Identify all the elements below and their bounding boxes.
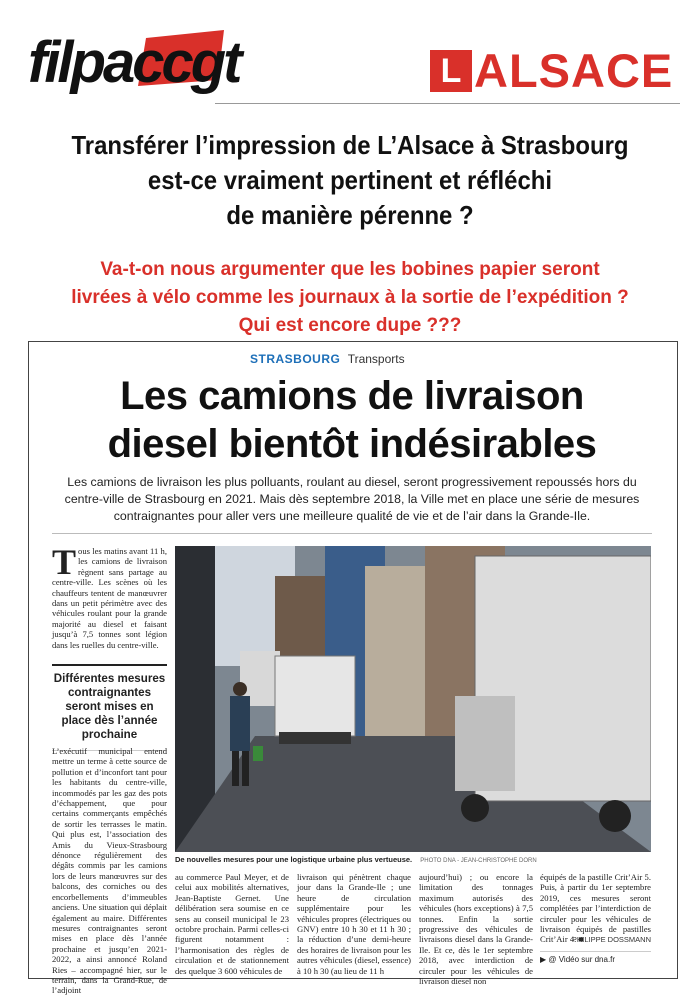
- article-category: Transports: [347, 352, 405, 366]
- subhead-line-1: Va-t-on nous argumenter que les bobines papier seront: [100, 259, 600, 280]
- article-column-1: L’exécutif municipal entend mettre un terme à cette source de pollution et d’inconfort tant pour les habitants du centre-ville, incommodés par les gaz des pots d’échappement, que pour certains commerçants empêchés de sortir les terrasses le matin. Qui plus est, l’association des Amis du Vieux-Strasbourg dénonce régulièrement des dégâts commis par les camions lors de leurs manœuvres sur des balcons, des corniches ou des encorbellements d’immeubles anciens. Une situation qui déplait également au maire. Différentes mesures contraignantes seront mises en place dès l’année prochaine et jusqu’en 2021-2022, a ainsi annoncé Roland Ries – accompagné hier, sur le terrain, dans la Grand-Rue, de l’adjoint: [52, 746, 167, 996]
- article-kicker: [250, 352, 550, 366]
- article-photo: [175, 546, 651, 852]
- article-title-line-2: diesel bientôt indésirables: [107, 422, 597, 466]
- header-rule: [215, 103, 680, 104]
- video-link-label: Vidéo sur dna.fr: [558, 955, 616, 964]
- filpac-logo-text: filpaccgt: [28, 30, 240, 95]
- filpac-cgt-logo: [28, 24, 240, 106]
- video-link[interactable]: [540, 951, 651, 964]
- headline-line-1: Transférer l’impression de L’Alsace à Strasbourg: [71, 130, 629, 160]
- article-signature: PHILIPPE DOSSMANN: [571, 935, 651, 944]
- article-title-line-1: Les camions de livraison: [120, 374, 584, 418]
- photo-credit: PHOTO DNA - JEAN-CHRISTOPHE DORN: [420, 858, 537, 864]
- subhead-line-3: Qui est encore dupe ???: [238, 315, 462, 336]
- headline-line-3: de manière pérenne ?: [226, 200, 474, 230]
- article-intertitle-box: [52, 664, 167, 751]
- article-column-4: aujourd’hui) ; ou encore la limitation des tonnages maximum autorisés des véhicules (hors exceptions) à 7,5 tonnes. Enfin la sortie progressive des véhicules de livraisons diesel dans la Grande-Ile. Et ce, dès le 1er septembre 2018, avec interdiction de circuler pour les véhicules de livraison diesel non: [419, 872, 533, 987]
- article-column-2: au commerce Paul Meyer, et de celui aux mobilités alternatives, Jean-Baptiste Gernet. Une délibération sera soumise en ce sens au conseil municipal le 23 octobre prochain. Parmi celles-ci figurent notamment : l’harmonisation des règles de circulation et de stationnement des quelque 3 600 véhicules de: [175, 872, 289, 976]
- article-divider: [52, 533, 652, 534]
- article-column-5: équipés de la pastille Crit’Air 5. Puis, à partir du 1er septembre 2019, ces mesures seront complétées par l’interdiction de circuler pour les véhicules de livraison équipés de pastilles Crit’Air 4. ■: [540, 872, 651, 945]
- article-section: STRASBOURG: [250, 352, 341, 366]
- lalsace-logo-word: ALSACE: [474, 44, 674, 97]
- intro-text: ous les matins avant 11 h, les camions de livraison règnent sans partage au centre-ville. Les scènes où les chauffeurs tentent de manœuvrer dans un petit périmètre avec des véhicules roulant pour la grande majorité au diesel et faisant jusqu’à 7,5 tonnes sont légion dans les ruelles du centre-ville.: [52, 546, 167, 650]
- lalsace-logo-letter: L: [430, 50, 472, 92]
- street-scene-image: [175, 546, 651, 852]
- page-headline: [46, 128, 653, 233]
- play-icon: ▶ @: [540, 955, 557, 964]
- article-intertitle: Différentes mesures contraignantes seront mises en place dès l’année prochaine: [53, 672, 166, 741]
- caption-text: De nouvelles mesures pour une logistique urbaine plus vertueuse.: [175, 855, 413, 864]
- article-standfirst: Les camions de livraison les plus polluants, roulant au diesel, seront progressivement repoussés hors du centre-ville de Strasbourg en 2021. Mais dès septembre 2018, la Ville met en place une série de mesures contraignantes pour aller vers une meilleure qualité de vie et de l’air dans la Grande-Ile.: [64, 475, 640, 523]
- lalsace-logo: [430, 44, 680, 100]
- dropcap: T: [52, 542, 77, 582]
- headline-line-2: est-ce vraiment pertinent et réfléchi: [147, 165, 553, 195]
- article-column-3: livraison qui pénètrent chaque jour dans la Grande-Ile ; une heure de circulation supplémentaire pour les véhicules propres (électriques ou GNV) entre 10 h 30 et 11 h 30 ; la réduction d’une demi-heure des horaires de livraison pour les autres véhicules (diesel, essence) à 10 h 30 (au lieu de 11 h: [297, 872, 411, 976]
- page-subheadline: [20, 256, 680, 340]
- subhead-line-2: livrées à vélo comme les journaux à la sortie de l’expédition ?: [71, 287, 629, 308]
- article-column-intro: [52, 542, 167, 650]
- photo-caption: [175, 855, 651, 864]
- article-title: [40, 372, 664, 468]
